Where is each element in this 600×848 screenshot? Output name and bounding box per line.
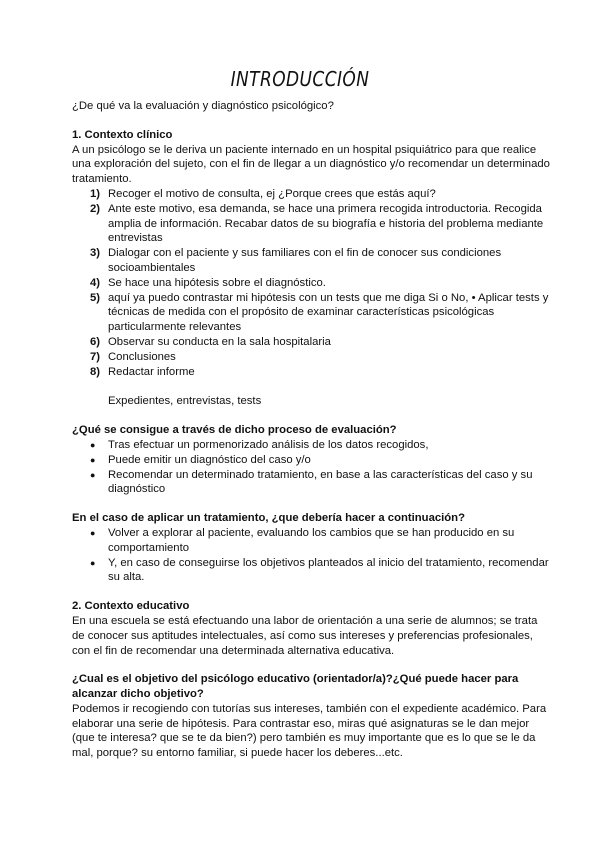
list-item — [72, 365, 552, 380]
bullet-icon: ● — [90, 557, 96, 568]
step-number: 1) — [90, 187, 101, 200]
step-text: Recoger el motivo de consulta, ej ¿Porque crees que estás aquí? — [108, 187, 436, 200]
counselor-paragraph: Podemos ir recogiendo con tutorías sus intereses, también con el expediente académico. Para elaborar una serie de hipótesis. Para contrastar eso, miras qué asignaturas se le dan mejor (que te interesa? que se te da bien?) pero también es muy importante que es lo que se le da mal, porque? su entorno familiar, si puede hacer los deberes...etc. — [72, 702, 547, 760]
list-item — [72, 438, 552, 453]
section-heading-educational: 2. Contexto educativo — [72, 600, 190, 613]
question-heading-counselor: ¿Cual es el objetivo del psicólogo educativo (orientador/a)?¿Qué puede hacer para alcanzar dicho objetivo? — [72, 673, 519, 701]
bullet-icon: ● — [90, 454, 96, 465]
list-item — [72, 335, 552, 350]
step-text: Se hace una hipótesis sobre el diagnóstico. — [108, 276, 326, 289]
bullet-text: Tras efectuar un pormenorizado análisis de los datos recogidos, — [108, 438, 429, 451]
document-body — [72, 0, 552, 761]
bullet-icon: ● — [90, 469, 96, 480]
list-item — [72, 291, 552, 335]
step-text: aquí ya puedo contrastar mi hipótesis con un tests que me diga Si o No, • Aplicar tests y técnicas de medida con el propósito de examinar características psicológicas particularmente relevantes — [108, 291, 549, 334]
list-item — [72, 468, 552, 498]
step-number: 2) — [90, 202, 101, 215]
section-heading-clinical: 1. Contexto clínico — [72, 128, 173, 141]
question-heading-treatment: En el caso de aplicar un tratamiento, ¿que debería hacer a continuación? — [72, 512, 465, 525]
question-heading-evaluation: ¿Qué se consigue a través de dicho proceso de evaluación? — [72, 424, 397, 437]
step-text: Dialogar con el paciente y sus familiares con el fin de conocer sus condiciones socioambientales — [108, 247, 502, 274]
list-item — [72, 276, 552, 291]
step-number: 5) — [90, 291, 101, 304]
step-text: Redactar informe — [108, 365, 195, 378]
clinical-note: Expedientes, entrevistas, tests — [108, 395, 262, 408]
treatment-bullets — [72, 526, 552, 585]
step-number: 3) — [90, 247, 101, 260]
step-text: Ante este motivo, esa demanda, se hace una primera recogida introductoria. Recogida amplia de información. Recabar datos de su biografía e historia del problema mediante entrevistas — [108, 202, 544, 245]
clinical-steps-list — [72, 187, 552, 379]
educational-paragraph: En una escuela se está efectuando una labor de orientación a una serie de alumnos; se trata de conocer sus aptitudes intelectuales, así como sus intereses y preferencias profesionales, con el fin de recomendar una determinada alternativa educativa. — [72, 614, 538, 657]
bullet-text: Y, en caso de conseguirse los objetivos planteados al inicio del tratamiento, recomendar su alta. — [108, 556, 549, 584]
list-item — [72, 556, 552, 586]
list-item — [72, 202, 552, 246]
step-number: 6) — [90, 335, 101, 348]
intro-question: ¿De qué va la evaluación y diagnóstico psicológico? — [72, 100, 334, 112]
step-number: 4) — [90, 276, 101, 289]
evaluation-bullets — [72, 438, 552, 497]
clinical-paragraph: A un psicólogo se le deriva un paciente internado en un hospital psiquiátrico para que realice una exploración del sujeto, con el fin de llegar a un diagnóstico y/o recomendar un determinado tratamiento. — [72, 143, 550, 186]
step-text: Conclusiones — [108, 350, 176, 363]
bullet-text: Recomendar un determinado tratamiento, en base a las características del caso y su diagnóstico — [108, 468, 533, 496]
step-number: 8) — [90, 365, 101, 378]
step-text: Observar su conducta en la sala hospitalaria — [108, 335, 331, 348]
list-item — [72, 350, 552, 365]
list-item — [72, 187, 552, 202]
step-number: 7) — [90, 350, 101, 363]
bullet-text: Volver a explorar al paciente, evaluando los cambios que se han producido en su comportamiento — [108, 526, 515, 554]
list-item — [72, 526, 552, 556]
page-title: INTRODUCCIÓN — [230, 67, 370, 91]
bullet-text: Puede emitir un diagnóstico del caso y/o — [108, 453, 311, 466]
list-item — [72, 453, 552, 468]
bullet-icon: ● — [90, 439, 96, 450]
list-item — [72, 246, 552, 276]
bullet-icon: ● — [90, 527, 96, 538]
